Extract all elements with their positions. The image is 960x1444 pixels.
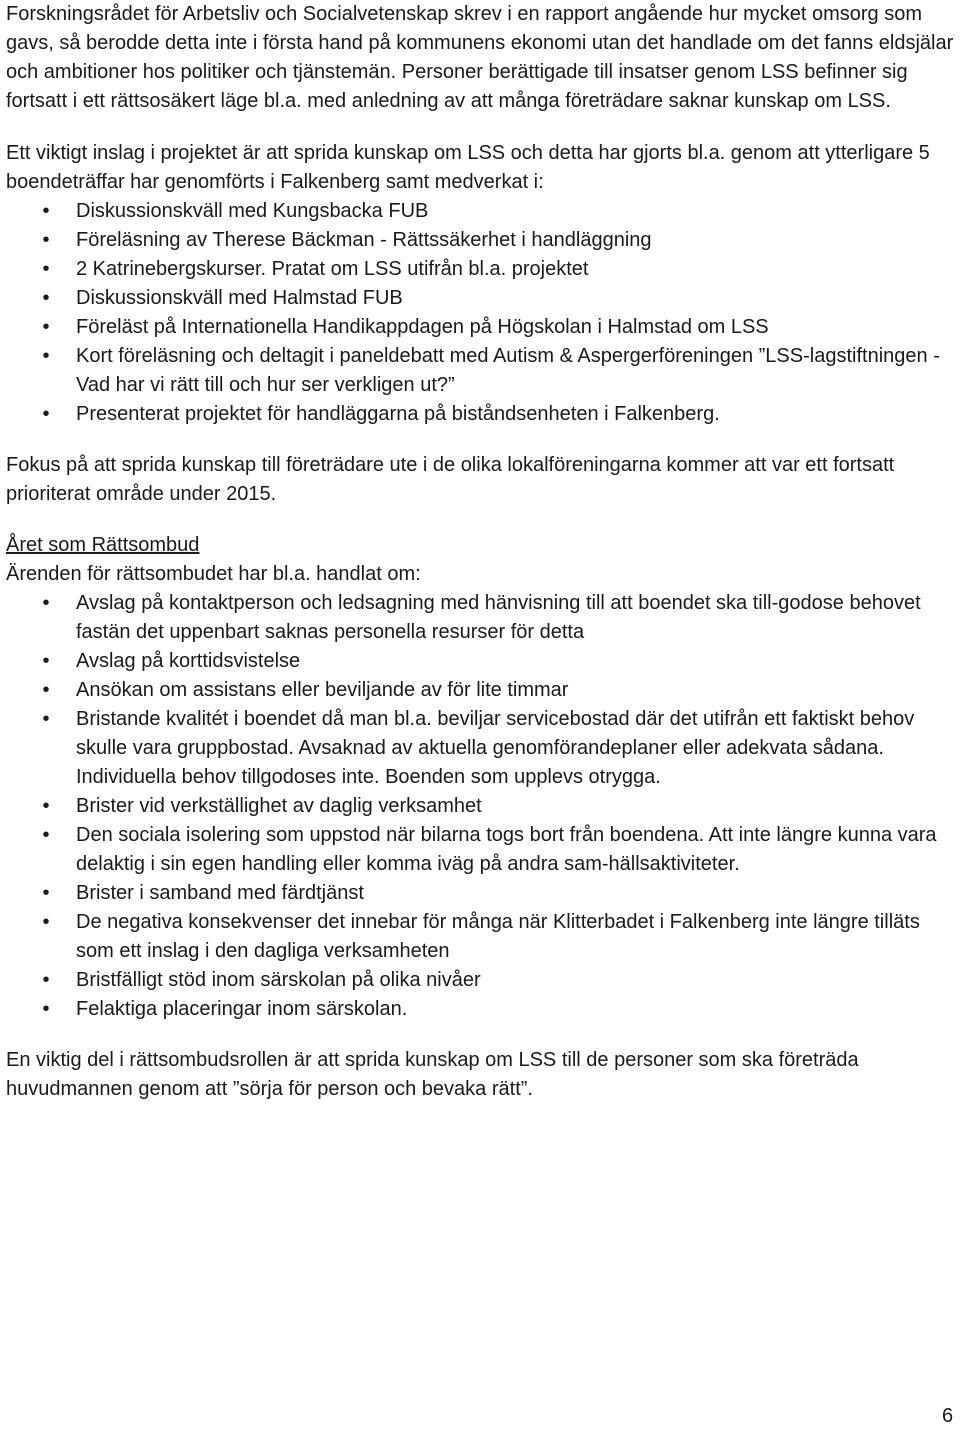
bullet-icon: • (42, 882, 50, 904)
list-item: • Diskussionskväll med Kungsbacka FUB (6, 197, 956, 226)
bullet-icon: • (42, 824, 50, 846)
bullet-icon: • (42, 287, 50, 309)
section-heading: Året som Rättsombud (6, 534, 200, 556)
paragraph-project: Ett viktigt inslag i projektet är att sprida kunskap om LSS och detta har gjorts bl.a. genom att ytterligare 5 boendeträffar har genomförts i Falkenberg samt medverkat i: (6, 142, 930, 193)
paragraph-role: En viktig del i rättsombudsrollen är att sprida kunskap om LSS till de personer som ska företräda huvudmannen genom att ”sörja för person och bevaka rätt”. (6, 1049, 859, 1100)
bullet-icon: • (42, 998, 50, 1020)
document-page (6, 0, 956, 1104)
bullet-icon: • (42, 911, 50, 933)
list-item: • Presenterat projektet för handläggarna på biståndsenheten i Falkenberg. (6, 400, 956, 429)
bullet-icon: • (42, 316, 50, 338)
bullet-icon: • (42, 795, 50, 817)
paragraph-focus: Fokus på att sprida kunskap till företrädare ute i de olika lokalföreningarna kommer att var ett fortsatt prioriterat område under 2015. (6, 454, 895, 505)
activity-list (6, 197, 956, 429)
paragraph-intro: Forskningsrådet för Arbetsliv och Socialvetenskap skrev i en rapport angående hur mycket omsorg som gavs, så berodde detta inte i första hand på kommunens ekonomi utan det handlade om det fanns eldsjälar och ambitioner hos politiker och tjänstemän. Personer berättigade till insatser genom LSS befinner sig fortsatt i ett rättsosäkert läge bl.a. med anledning av att många företrädare saknar kunskap om LSS. (6, 3, 954, 112)
bullet-icon: • (42, 650, 50, 672)
list-item: • Bristfälligt stöd inom särskolan på olika nivåer (6, 966, 956, 995)
bullet-icon: • (42, 403, 50, 425)
page-number: 6 (942, 1405, 954, 1427)
bullet-icon: • (42, 200, 50, 222)
list-item: • De negativa konsekvenser det innebar för många när Klitterbadet i Falkenberg inte längre tilläts som ett inslag i den dagliga verksamheten (6, 908, 956, 966)
list-item: • 2 Katrinebergskurser. Pratat om LSS utifrån bl.a. projektet (6, 255, 956, 284)
list-item: • Felaktiga placeringar inom särskolan. (6, 995, 956, 1024)
cases-list (6, 589, 956, 1024)
bullet-icon: • (42, 345, 50, 367)
list-item: • Kort föreläsning och deltagit i paneldebatt med Autism & Aspergerföreningen ”LSS-lagstiftningen - Vad har vi rätt till och hur ser verkligen ut?” (6, 342, 956, 400)
section-year (6, 531, 956, 589)
section-intro: Ärenden för rättsombudet har bl.a. handlat om: (6, 563, 421, 585)
bullet-icon: • (42, 708, 50, 730)
list-item: • Avslag på kontaktperson och ledsagning med hänvisning till att boendet ska till-godose behovet fastän det uppenbart saknas personella resurser för detta (6, 589, 956, 647)
bullet-icon: • (42, 592, 50, 614)
list-item: • Ansökan om assistans eller beviljande av för lite timmar (6, 676, 956, 705)
list-item: • Föreläst på Internationella Handikappdagen på Högskolan i Halmstad om LSS (6, 313, 956, 342)
bullet-icon: • (42, 679, 50, 701)
list-item: • Den sociala isolering som uppstod när bilarna togs bort från boendena. Att inte längre kunna vara delaktig i sin egen handling eller komma iväg på andra sam-hällsaktiviteter. (6, 821, 956, 879)
list-item: • Bristande kvalitét i boendet då man bl.a. beviljar servicebostad där det utifrån ett faktiskt behov skulle vara gruppbostad. Avsaknad av aktuella genomförandeplaner eller adekvata sådana. Individuella behov tillgodoses inte. Boenden som upplevs otrygga. (6, 705, 956, 792)
list-item: • Brister vid verkställighet av daglig verksamhet (6, 792, 956, 821)
list-item: • Diskussionskväll med Halmstad FUB (6, 284, 956, 313)
list-item: • Avslag på korttidsvistelse (6, 647, 956, 676)
list-item: • Föreläsning av Therese Bäckman - Rättssäkerhet i handläggning (6, 226, 956, 255)
bullet-icon: • (42, 258, 50, 280)
bullet-icon: • (42, 969, 50, 991)
bullet-icon: • (42, 229, 50, 251)
list-item: • Brister i samband med färdtjänst (6, 879, 956, 908)
